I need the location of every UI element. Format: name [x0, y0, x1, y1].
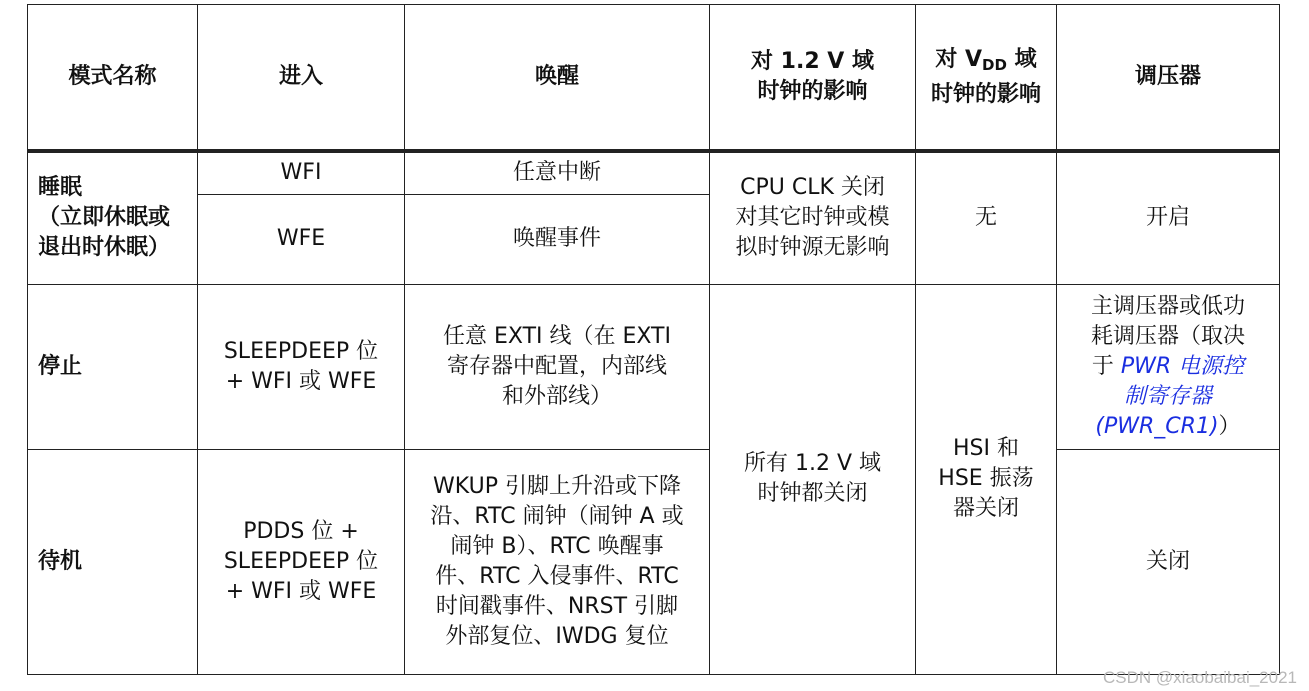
header-effect-vdd-line2: 时钟的影响	[930, 81, 1041, 107]
sleep-name-line3: 退出时休眠）	[38, 235, 171, 261]
standby-enter	[198, 449, 405, 674]
stop-wake-line2: 寄存器中配置，内部线	[446, 353, 667, 379]
standby-enter-line1: PDDS 位 +	[243, 518, 359, 544]
stop-standby-effect-vdd	[916, 284, 1057, 674]
header-mode: 模式名称	[28, 5, 198, 152]
stop-standby-effect-12v	[710, 284, 916, 674]
standby-enter-line2: SLEEPDEEP 位	[223, 548, 379, 574]
standby-wake	[405, 449, 710, 674]
sleep-effect-12v-line1: CPU CLK 关闭	[740, 175, 885, 201]
stop-enter	[198, 284, 405, 449]
stop-standby-effect-12v-line2: 时钟都关闭	[757, 481, 868, 506]
stop-standby-effect-vdd-line1: HSI 和	[953, 436, 1019, 461]
stop-wake-line3: 和外部线）	[501, 383, 612, 409]
stop-standby-effect-12v-line1: 所有 1.2 V 域	[743, 451, 882, 476]
power-modes-table	[27, 4, 1280, 675]
standby-wake-line1: WKUP 引脚上升沿或下降	[433, 473, 681, 499]
standby-wake-line3: 闹钟 B）、RTC 唤醒事	[450, 533, 664, 559]
sleep-name-line1: 睡眠	[38, 175, 83, 201]
header-effect-12v	[710, 5, 916, 152]
header-effect-vdd-sub: DD	[982, 55, 1007, 74]
sleep-effect-12v-line2: 对其它时钟或模	[735, 205, 890, 231]
sleep-name-line2: （立即休眠或	[38, 205, 171, 231]
header-wakeup: 唤醒	[405, 5, 710, 152]
sleep-effect-vdd: 无	[916, 151, 1057, 284]
stop-wake-line1: 任意 EXTI 线（在 EXTI	[442, 323, 671, 349]
stop-standby-effect-vdd-line3: 器关闭	[952, 496, 1019, 521]
stop-row	[28, 284, 1280, 449]
standby-wake-line5: 时间戳事件、NRST 引脚	[435, 593, 679, 619]
sleep-effect-12v	[710, 151, 916, 284]
sleep-enter-wfi: WFI	[198, 151, 405, 194]
header-row	[28, 5, 1280, 152]
sleep-wfi-row	[28, 151, 1280, 194]
standby-row	[28, 449, 1280, 674]
header-enter: 进入	[198, 5, 405, 152]
pwr-cr1-link-line2[interactable]: 制寄存器	[1123, 383, 1212, 409]
stop-regulator	[1057, 284, 1280, 449]
header-effect-vdd	[916, 5, 1057, 152]
stop-regulator-line2: 耗调压器（取决	[1090, 323, 1245, 349]
standby-regulator: 关闭	[1057, 449, 1280, 674]
header-effect-vdd-pre: 对 V	[935, 46, 983, 72]
stop-enter-line2: + WFI 或 WFE	[225, 368, 377, 394]
stop-regulator-line3-prefix: 于	[1091, 353, 1121, 379]
stop-standby-effect-vdd-line2: HSE 振荡	[938, 466, 1034, 491]
standby-wake-line6: 外部复位、IWDG 复位	[445, 623, 669, 649]
stop-enter-line1: SLEEPDEEP 位	[223, 338, 379, 364]
watermark: CSDN @xiaobaibai_2021	[1103, 668, 1297, 687]
sleep-wake-wfi: 任意中断	[405, 151, 710, 194]
stop-mode-name: 停止	[28, 284, 198, 449]
stop-wake	[405, 284, 710, 449]
standby-wake-line2: 沿、RTC 闹钟（闹钟 A 或	[430, 503, 684, 529]
header-effect-12v-line2: 时钟的影响	[757, 79, 868, 104]
sleep-effect-12v-line3: 拟时钟源无影响	[735, 235, 890, 261]
sleep-enter-wfe: WFE	[198, 194, 405, 284]
pwr-cr1-link-line1[interactable]: PWR 电源控	[1120, 353, 1245, 379]
standby-enter-line3: + WFI 或 WFE	[225, 578, 377, 604]
pwr-cr1-link-line3[interactable]: (PWR_CR1)	[1095, 413, 1219, 439]
sleep-wake-wfe: 唤醒事件	[405, 194, 710, 284]
header-effect-vdd-post: 域	[1006, 46, 1037, 72]
header-effect-12v-line1: 对 1.2 V 域	[751, 49, 874, 74]
standby-mode-name: 待机	[28, 449, 198, 674]
standby-wake-line4: 件、RTC 入侵事件、RTC	[435, 563, 679, 589]
sleep-mode-name	[28, 151, 198, 284]
sleep-regulator: 开启	[1057, 151, 1280, 284]
stop-regulator-line5-suffix: ）	[1218, 413, 1241, 439]
stop-regulator-line1: 主调压器或低功	[1090, 293, 1245, 319]
header-regulator: 调压器	[1057, 5, 1280, 152]
